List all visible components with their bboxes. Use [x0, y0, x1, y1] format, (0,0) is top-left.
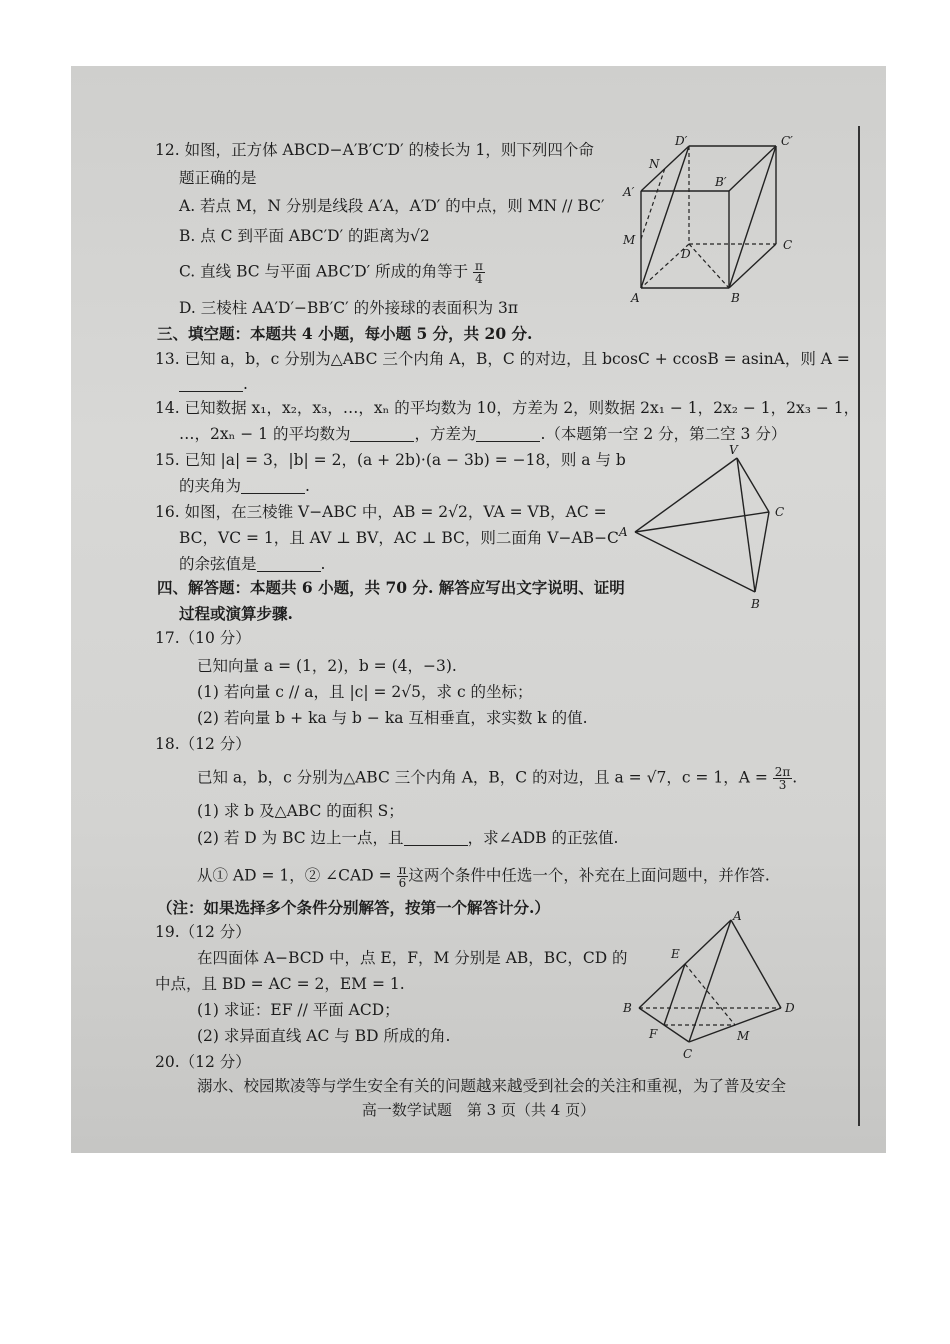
label-n: N — [649, 157, 660, 171]
answer-blank — [241, 478, 305, 494]
q18-end: . — [792, 768, 798, 787]
q18-text-d: 这两个条件中任选一个，补充在上面问题中，并作答. — [408, 866, 770, 885]
label-c-prime: C′ — [781, 134, 793, 148]
q15-line2 — [179, 476, 310, 496]
q18-heading: 18.（12 分） — [155, 735, 251, 753]
label-c: C — [775, 505, 785, 519]
q12-option-c-text: C. 直线 BC 与平面 ABC′D′ 所成的角等于 — [179, 262, 469, 281]
label-v: V — [729, 443, 738, 457]
label-b: B — [623, 1001, 632, 1015]
q18-note: （注：如果选择多个条件分别解答，按第一个解答计分.） — [157, 898, 550, 917]
answer-blank — [257, 556, 321, 572]
q12-stem-line2: 题正确的是 — [179, 169, 257, 187]
q12-option-d: D. 三棱柱 AA′D′−BB′C′ 的外接球的表面积为 3π — [179, 299, 519, 317]
answer-blank — [404, 830, 468, 846]
q17-line1: 已知向量 a = (1，2)，b = (4，−3). — [197, 657, 457, 675]
q18-line3 — [197, 828, 618, 848]
label-m: M — [623, 233, 636, 247]
label-a: A — [619, 525, 628, 539]
q16-line1: 16. 如图，在三棱锥 V−ABC 中，AB = 2√2，VA = VB，AC = — [155, 503, 607, 521]
q16-line2: BC，VC = 1，且 AV ⊥ BV，AC ⊥ BC，则二面角 V−AB−C — [179, 529, 619, 547]
q14-line1: 14. 已知数据 x₁，x₂，x₃，…，xₙ 的平均数为 10，方差为 2，则数据 2x₁ − 1，2x₂ − 1，2x₃ − 1， — [155, 399, 860, 417]
q18-line4 — [197, 864, 770, 889]
q17-heading: 17.（10 分） — [155, 629, 251, 647]
q12-option-b: B. 点 C 到平面 ABC′D′ 的距离为√2 — [179, 227, 430, 245]
label-a: A — [631, 291, 640, 305]
photographed-exam-page — [71, 66, 886, 1153]
q17-line3: (2) 若向量 b + ka 与 b − ka 互相垂直，求实数 k 的值. — [197, 709, 588, 727]
q15-text-a: 的夹角为 — [179, 477, 242, 495]
pyramid-figure — [619, 444, 799, 614]
fraction-denominator: 3 — [778, 778, 787, 792]
q18-fraction — [773, 766, 793, 791]
q20-line1: 溺水、校园欺凌等与学生安全有关的问题越来越受到社会的关注和重视，为了普及安全 — [197, 1077, 787, 1095]
label-d: D — [785, 1001, 795, 1015]
q16-text-a: 的余弦值是 — [179, 555, 257, 573]
section-4-heading-line2: 过程或演算步骤. — [179, 604, 293, 623]
label-e: E — [671, 947, 680, 961]
q16-line3 — [179, 554, 325, 574]
q13-end: . — [243, 375, 248, 393]
q18-text-b: ，求∠ADB 的正弦值. — [467, 829, 619, 847]
label-m: M — [737, 1029, 750, 1043]
section-4-heading-line1: 四、解答题：本题共 6 小题，共 70 分. 解答应写出文字说明、证明 — [157, 578, 625, 597]
tetrahedron-figure — [619, 909, 799, 1062]
label-b: B — [751, 597, 760, 611]
cube-figure — [611, 136, 821, 316]
q14-text-a: …，2xₙ − 1 的平均数为 — [179, 425, 351, 443]
q12-option-a: A. 若点 M，N 分别是线段 A′A，A′D′ 的中点，则 MN // BC′ — [179, 197, 605, 215]
fraction-denominator: 4 — [475, 272, 483, 286]
label-a: A — [733, 909, 742, 923]
q18-line2: (1) 求 b 及△ABC 的面积 S； — [197, 802, 404, 820]
fraction-denominator: 6 — [398, 876, 407, 890]
label-b-prime: B′ — [715, 175, 727, 189]
q19-line3: (1) 求证：EF // 平面 ACD； — [197, 1001, 400, 1019]
q17-line2: (1) 若向量 c // a，且 |c| = 2√5，求 c 的坐标； — [197, 683, 533, 701]
label-d: D — [681, 247, 691, 261]
q18-line1 — [197, 766, 797, 791]
label-d-prime: D′ — [675, 134, 688, 148]
q15-text-b: . — [305, 477, 310, 495]
answer-blank — [476, 426, 540, 442]
q19-heading: 19.（12 分） — [155, 923, 251, 941]
margin-rule — [858, 126, 860, 1126]
q14-text-b: ，方差为 — [414, 425, 477, 443]
q15-line1: 15. 已知 |a| = 3，|b| = 2，(a + 2b)·(a − 3b) = −18，则 a 与 b — [155, 451, 626, 469]
q20-heading: 20.（12 分） — [155, 1053, 251, 1071]
label-c: C — [683, 1047, 693, 1061]
q19-line2: 中点，且 BD = AC = 2，EM = 1. — [155, 975, 405, 993]
answer-blank — [350, 426, 414, 442]
fraction-numerator: π — [475, 259, 483, 273]
label-a-prime: A′ — [623, 185, 635, 199]
label-b: B — [731, 291, 740, 305]
page-footer: 高一数学试题 第 3 页（共 4 页） — [361, 1101, 596, 1119]
fraction-numerator: 2π — [774, 765, 791, 779]
label-f: F — [649, 1027, 658, 1041]
q12-option-c — [179, 260, 485, 285]
q18-text-c: 从① AD = 1，② ∠CAD = — [197, 866, 392, 885]
q18-text-a: (2) 若 D 为 BC 边上一点，且 — [197, 829, 404, 847]
q14-text-c: .（本题第一空 2 分，第二空 3 分） — [540, 425, 787, 443]
q16-text-b: . — [320, 555, 326, 573]
q18-text: 已知 a，b，c 分别为△ABC 三个内角 A，B，C 的对边，且 a = √7，c = 1，A = — [197, 768, 768, 787]
label-c: C — [783, 238, 793, 252]
q12-stem-line1: 12. 如图，正方体 ABCD−A′B′C′D′ 的棱长为 1，则下列四个命 — [155, 141, 594, 159]
q13-line1: 13. 已知 a，b，c 分别为△ABC 三个内角 A，B，C 的对边，且 bcosC + ccosB = asinA，则 A = — [155, 350, 850, 368]
fraction-numerator: π — [398, 863, 407, 877]
q13-line2 — [179, 374, 248, 394]
q19-line4: (2) 求异面直线 AC 与 BD 所成的角. — [197, 1027, 451, 1045]
section-3-heading: 三、填空题：本题共 4 小题，每小题 5 分，共 20 分. — [157, 324, 533, 343]
answer-blank — [179, 376, 243, 392]
q19-line1: 在四面体 A−BCD 中，点 E，F，M 分别是 AB，BC，CD 的 — [197, 949, 628, 967]
q14-line2 — [179, 424, 786, 444]
q12-option-c-fraction — [473, 260, 485, 285]
q18-fraction-2 — [397, 864, 409, 889]
